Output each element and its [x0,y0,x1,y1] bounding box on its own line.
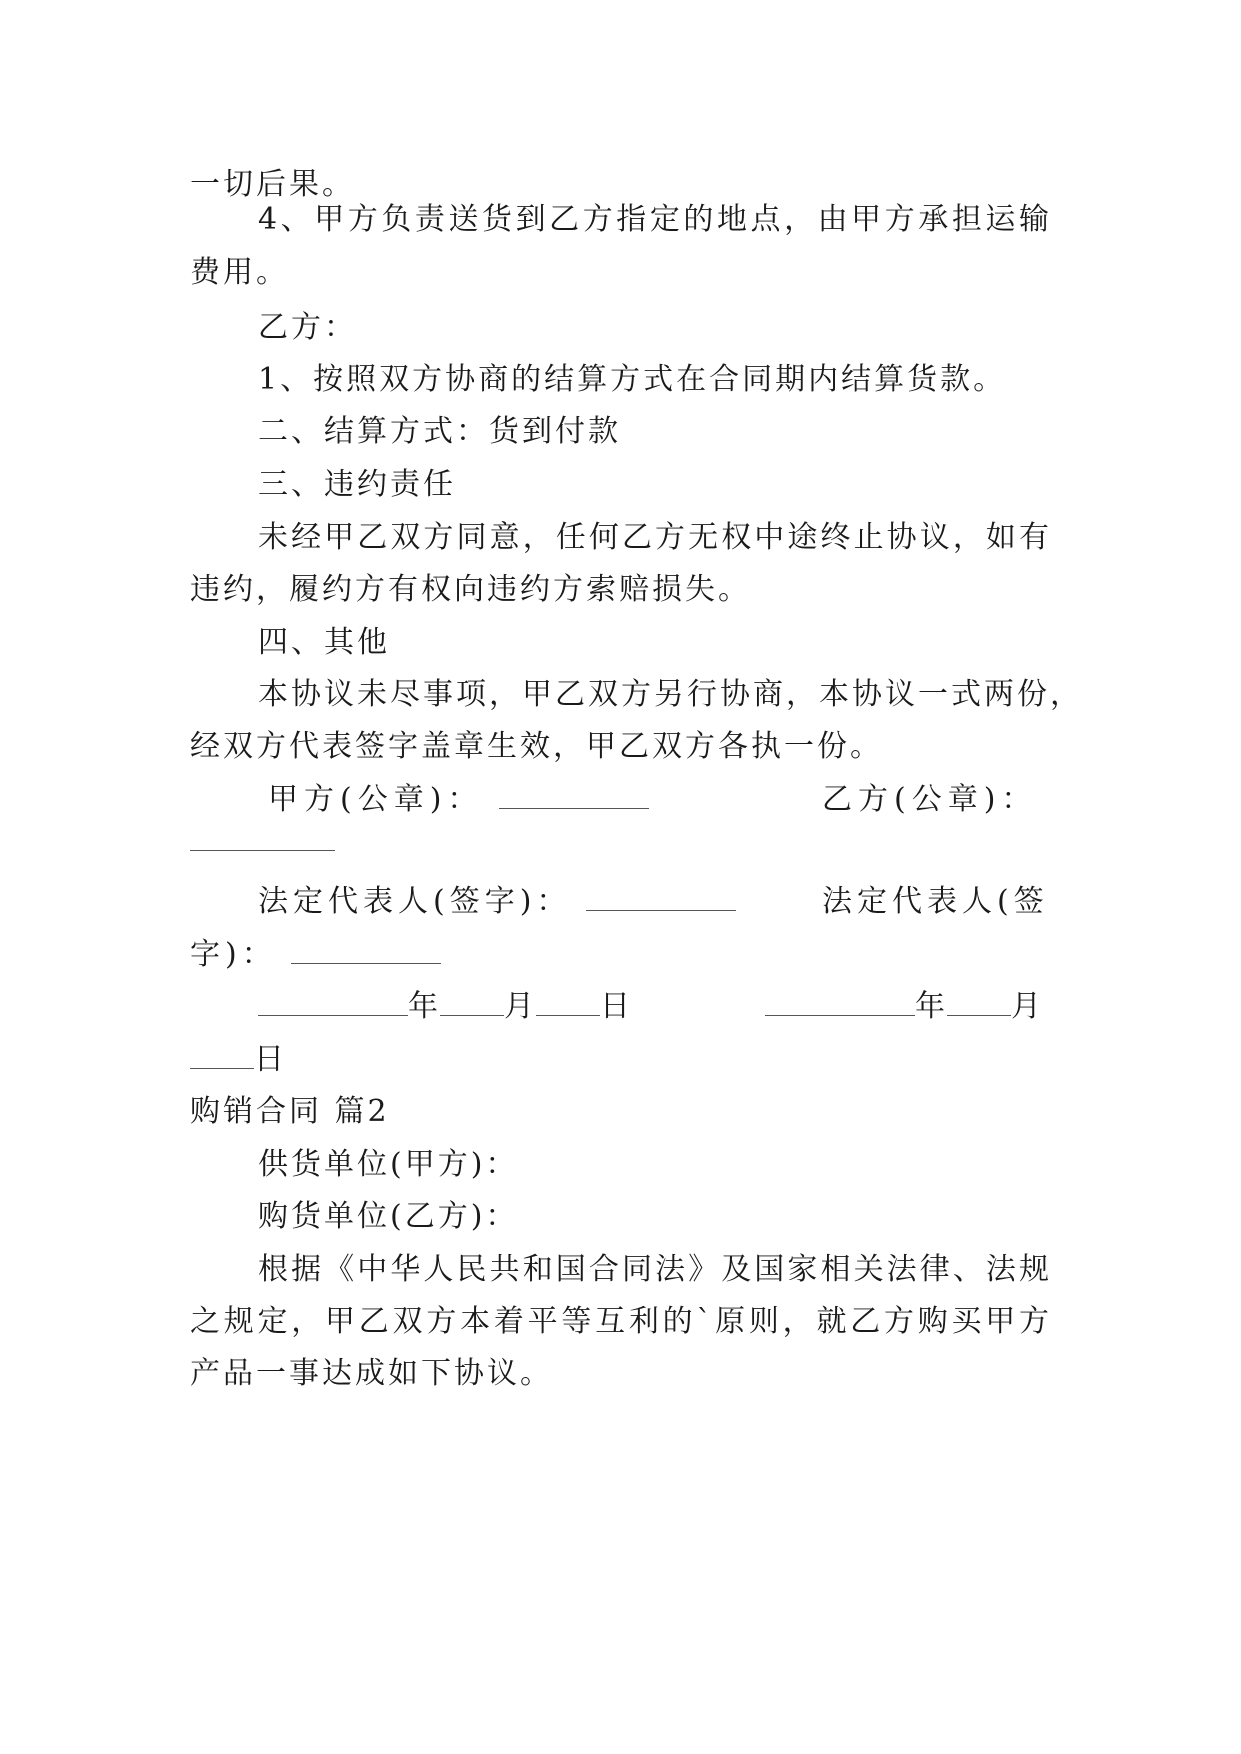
party-a-rep-label: 法定代表人(签字)： [258,884,572,919]
party-a-date-row [258,987,632,1027]
section-liability-heading: 三、违约责任 [258,467,456,502]
day-label: 日 [600,989,632,1024]
party-b-month-blank [947,987,1011,1016]
party-a-rep-blank [586,882,736,911]
party-b-rep-row [190,935,441,975]
party-b-year-blank [765,987,915,1016]
party-b-seal-blank [190,822,335,851]
clause-delivery-line2: 费用。 [190,255,289,290]
party-a-seal-blank [499,780,649,809]
other-text-line1: 本协议未尽事项，甲乙双方另行协商，本协议一式两份， [258,677,1083,712]
month-label: 月 [1011,989,1043,1024]
text-line: 一切后果。 [190,167,355,202]
preamble-line1: 根据《中华人民共和国合同法》及国家相关法律、法规 [258,1252,1052,1287]
year-label: 年 [915,989,947,1024]
party-b-rep-label-line2: 字)： [190,937,277,972]
party-a-month-blank [440,987,504,1016]
party-a-seal-row [268,780,649,820]
party-a-year-blank [258,987,408,1016]
month-label: 月 [504,989,536,1024]
section-2-title: 购销合同 篇2 [190,1094,390,1129]
party-b-day-blank [190,1040,254,1069]
party-b-seal-label: 乙方(公章)： [822,782,1038,817]
party-b-rep-label-line1: 法定代表人(签 [822,884,1049,919]
section-settlement: 二、结算方式：货到付款 [258,414,621,449]
party-a-day-blank [536,987,600,1016]
other-text-line2: 经双方代表签字盖章生效，甲乙双方各执一份。 [190,729,883,764]
party-b-day-row [190,1040,286,1080]
section-other-heading: 四、其他 [258,625,390,660]
preamble-line2: 之规定，甲乙双方本着平等互利的`原则，就乙方购买甲方 [190,1304,1052,1339]
party-b-heading: 乙方： [258,310,357,345]
party-b-rep-blank [291,935,441,964]
party-a-rep-row [258,882,736,922]
preamble-line3: 产品一事达成如下协议。 [190,1356,553,1391]
liability-text-line2: 违约，履约方有权向违约方索赔损失。 [190,572,751,607]
supplier-field: 供货单位(甲方)： [258,1147,519,1182]
day-label: 日 [254,1042,286,1077]
buyer-field: 购货单位(乙方)： [258,1199,519,1234]
party-b-date-row [765,987,1043,1027]
party-a-seal-label: 甲方(公章)： [268,782,484,817]
clause-delivery-line1: 4、甲方负责送货到乙方指定的地点，由甲方承担运输 [258,202,1052,237]
year-label: 年 [408,989,440,1024]
liability-text-line1: 未经甲乙双方同意，任何乙方无权中途终止协议，如有 [258,520,1052,555]
clause-payment: 1、按照双方协商的结算方式在合同期内结算货款。 [258,362,1007,397]
